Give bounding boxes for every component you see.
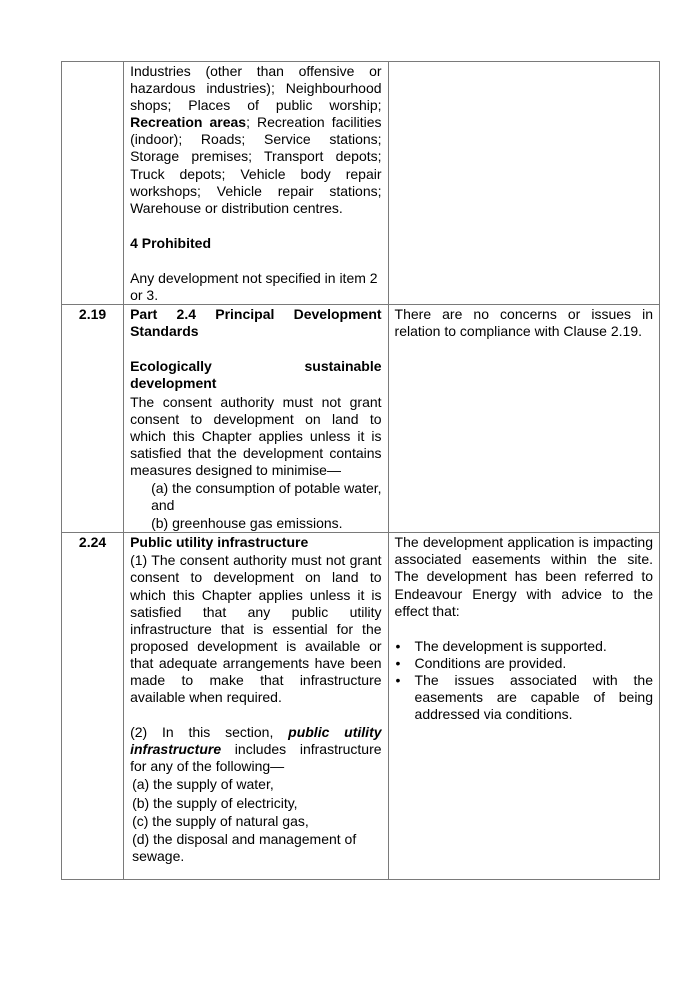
clause-cell: 2.24 [62,533,124,880]
list-item: (a) the consumption of potable water, and [151,479,382,514]
permitted-uses-text: Industries (other than offensive or hazardous industries); Neighbourhood shops; Places of public worship; Recreation areas; Recreation facilities (indoor); Roads; Service stations; Storage premises; Transport depots; Truck depots; Vehicle body repair workshops; Vehicle repair stations; Warehouse or distribution centres. [130,63,382,216]
prohibited-heading: 4 Prohibited [130,234,211,251]
table-row [62,305,660,533]
comment-bullets [389,637,659,723]
provision-cell [124,533,388,880]
comment-cell [388,533,659,880]
list-item: (d) the disposal and management of sewage. [132,830,357,864]
section-heading: Public utility infrastructure [130,534,309,551]
comment-cell [388,62,659,305]
provision-cell [124,305,388,533]
comment-cell [388,305,659,533]
comment-text: There are no concerns or issues in relation to compliance with Clause 2.19. [394,306,653,340]
table-row [62,62,660,305]
clause-cell: 2.19 [62,305,124,533]
section-heading: Part 2.4 Principal Development Standards [130,306,382,340]
assessment-table [61,61,660,880]
list-item: (a) the supply of water, [132,776,274,793]
bullet-item: • The development is supported. [395,638,653,655]
provision-paragraph-1: (1) The consent authority must not grant consent to development on land to which this Chapter applies unless it is satisfied that any public utility infrastructure that is essential for the proposed development is available or that adequate arrangements have been made to make that infrastructure available when required. [130,552,382,706]
clause-cell [62,62,124,305]
comment-text: The development application is impacting associated easements within the site. The development has been referred to Endeavour Energy with advice to the effect that: [394,534,653,619]
section-subheading: Ecologically sustainable development [130,358,382,392]
provision-text: The consent authority must not grant consent to development on land to which this Chapter applies unless it is satisfied that the development contains measures designed to minimise— [130,393,382,478]
prohibited-text: Any development not specified in item 2 or 3. [130,269,378,304]
bullet-item: • The issues associated with the easements are capable of being addressed via conditions. [395,672,653,723]
table-row [62,533,660,880]
bullet-item: • Conditions are provided. [395,655,653,672]
provision-cell [124,62,388,305]
list-item: (c) the supply of natural gas, [132,812,309,829]
list-item: (b) greenhouse gas emissions. [151,515,343,532]
list-item: (b) the supply of electricity, [132,794,298,811]
provision-paragraph-2: (2) In this section, public utility infrastructure includes infrastructure for any of the following— [130,724,382,775]
